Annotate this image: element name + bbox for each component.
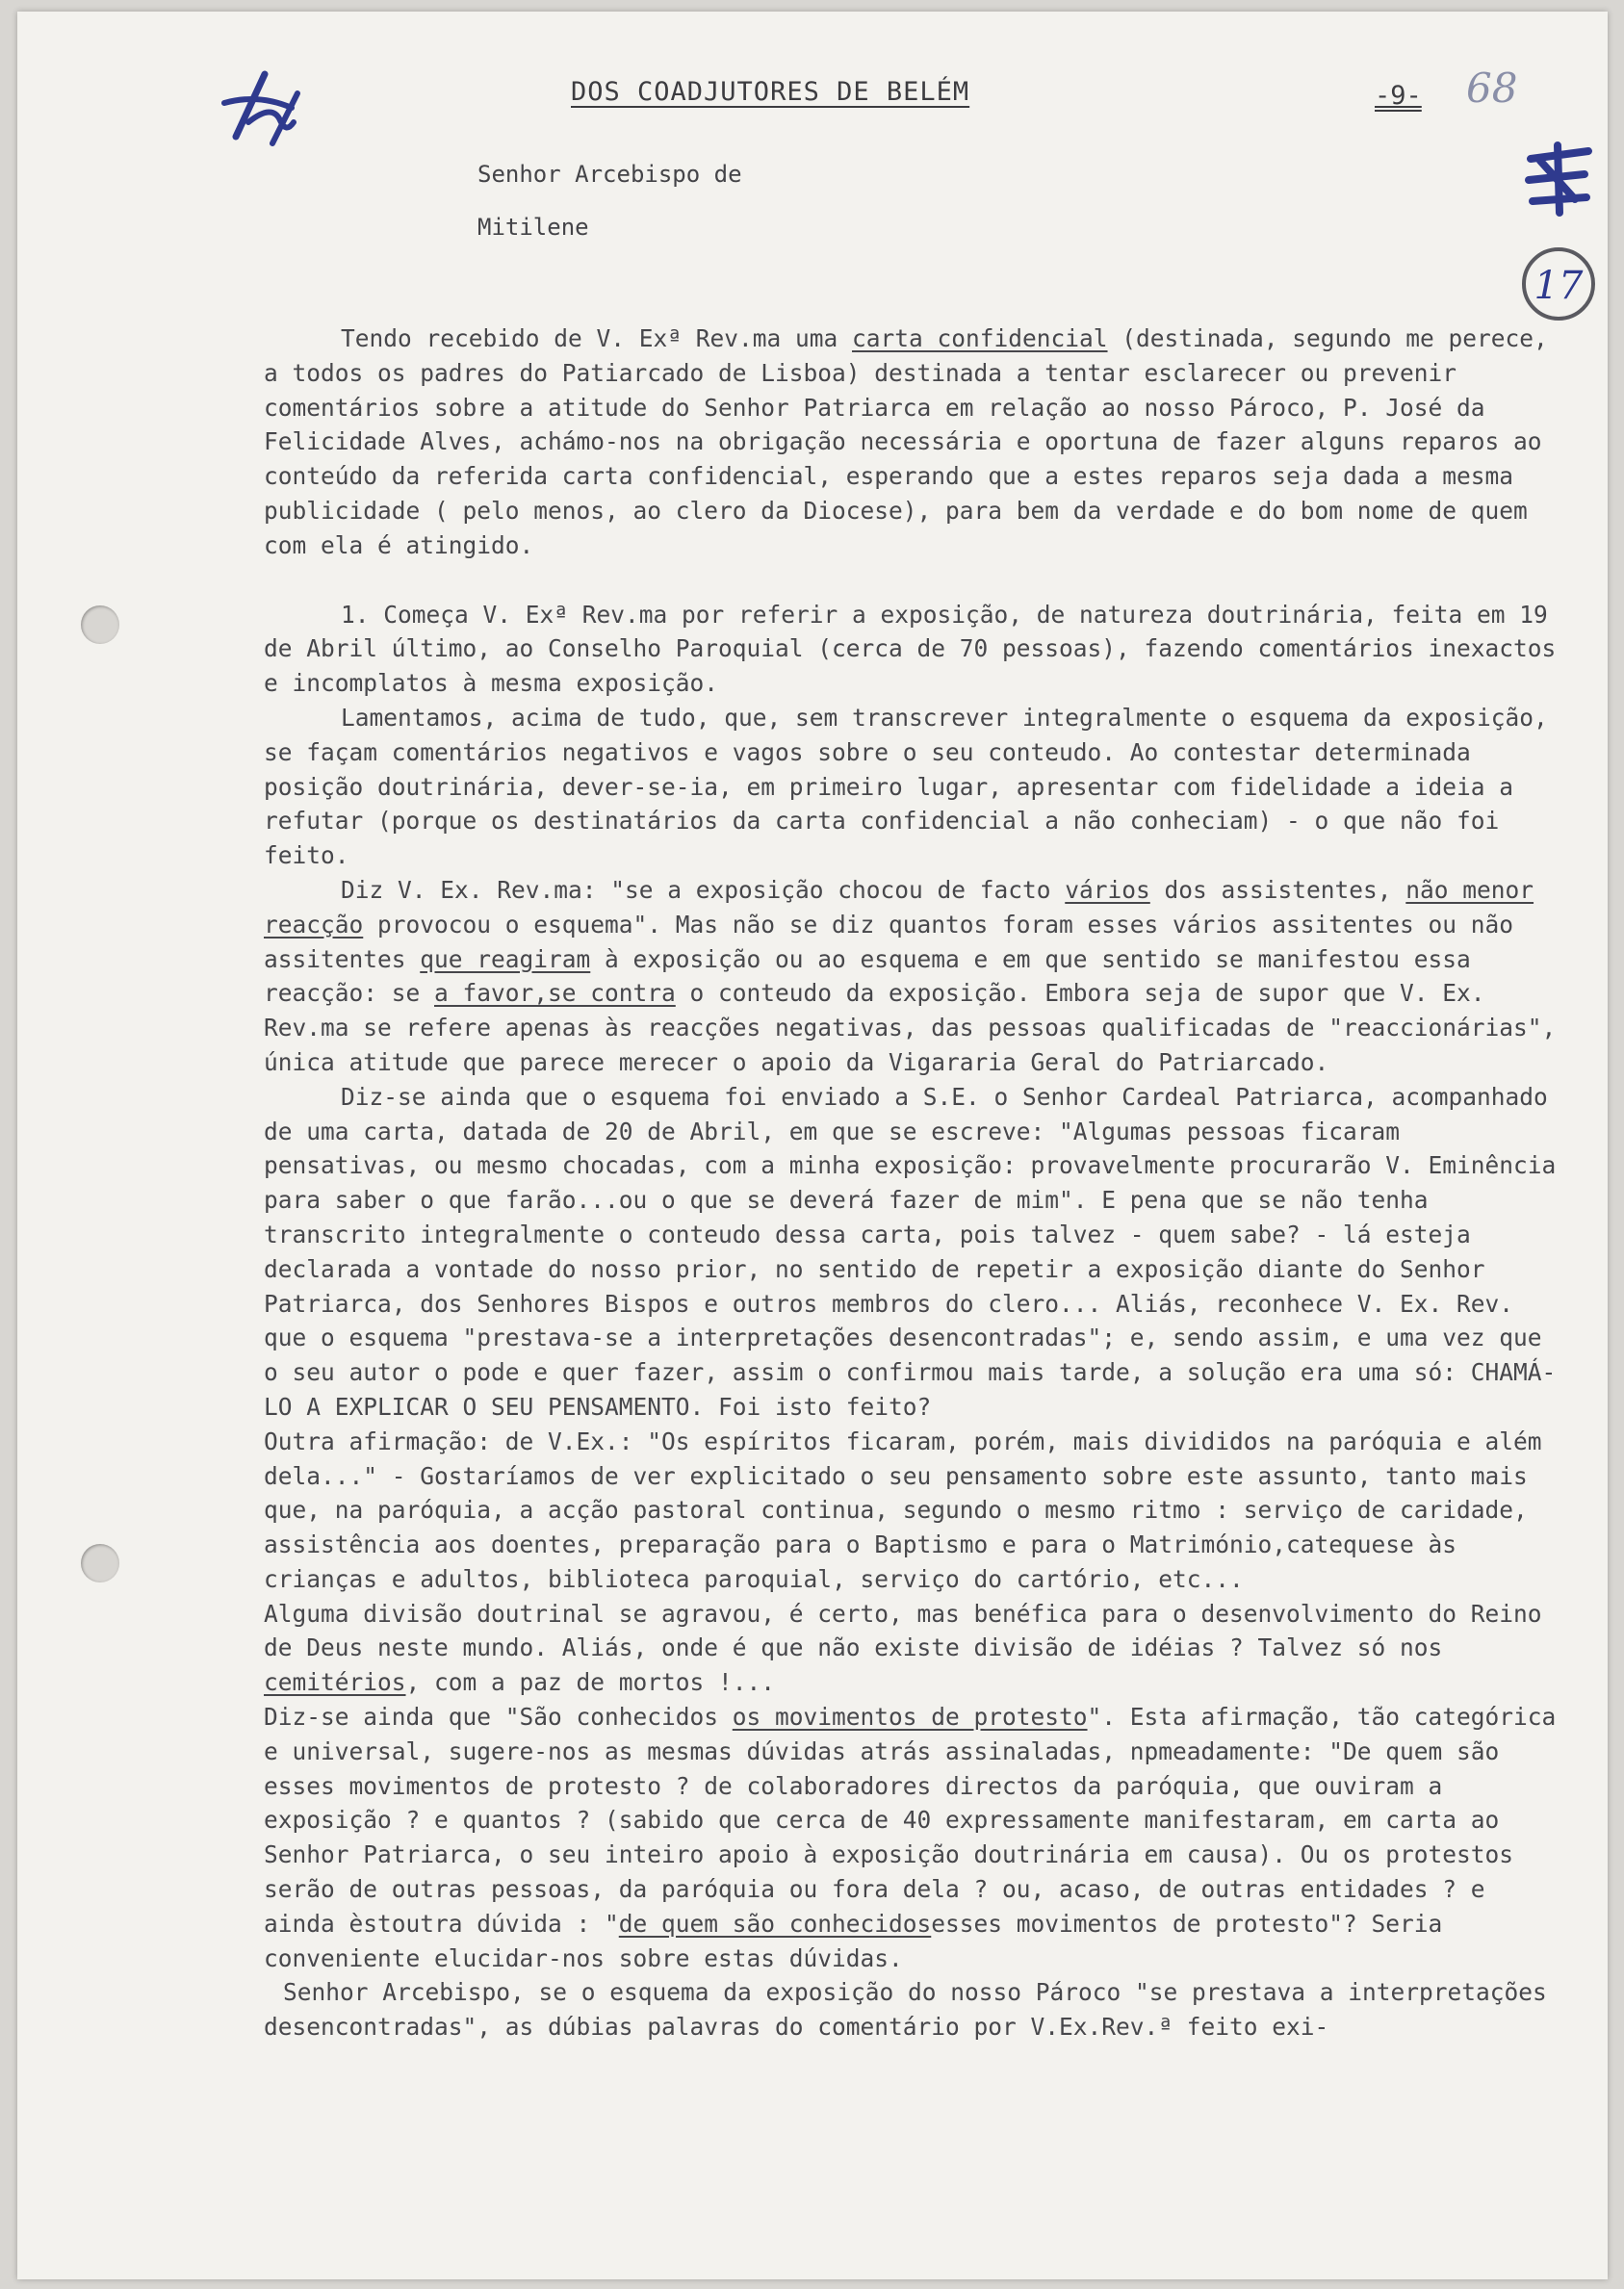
addressee-line-1: Senhor Arcebispo de (477, 161, 742, 188)
paragraph-6: Outra afirmação: de V.Ex.: "Os espíritos ficaram, porém, mais divididos na paróquia e além dela..." - Gostaríamos de ver explicitado o seu pensamento sobre este assunto, tanto mais que, na paróquia, a acção pastoral continua, segundo o mesmo ritmo : serviço de caridade, assistência aos doentes, preparação para o Baptismo e para o Matrimónio,catequese às crianças e adultos, biblioteca paroquial, serviço do cartório, etc... (264, 1427, 1542, 1593)
pencil-folio-number: 68 (1466, 64, 1518, 112)
paragraph-9: Senhor Arcebispo, se o esquema da exposição do nosso Pároco "se prestava a interpretações desencontradas", as dúbias palavras do comentário por V.Ex.Rev.ª feito exi- (264, 1978, 1547, 2042)
underlined-text: carta confidencial (852, 324, 1108, 352)
paragraph-4: Diz V. Ex. Rev.ma: "se a exposição chocou de facto vários dos assistentes, não menor reacção provocou o esquema". Mas não se diz quantos foram esses vários assitentes ou não assitentes que reagiram à exposição ou ao esquema e em que sentido se manifestou essa reacção: se a favor,se contra o conteudo da exposição. Embora seja de supor que V. Ex. Rev.ma se refere apenas às reacções negativas, das pessoas qualificadas de "reaccionárias", única atitude que parece merecer o apoio da Vigararia Geral do Patriarcado. (264, 875, 1557, 1076)
underlined-text: cemitérios (264, 1668, 406, 1697)
paragraph-8: Diz-se ainda que "São conhecidos os movimentos de protesto". Esta afirmação, tão categórica e universal, sugere-nos as mesmas dúvidas atrás assinaladas, npmeadamente: "De quem são esses movimentos de protesto ? de colaboradores directos da paróquia, que ouviram a exposição ? e quantos ? (sabido que cerca de 40 expressamente manifestaram, em carta ao Senhor Patriarca, o seu inteiro apoio à exposição doutrinária em causa). Ou os protestos serão de outras pessoas, da paróquia ou fora dela ? ou, acaso, de outras entidades ? e ainda èstoutra dúvida : "de quem são conhecidosesses movimentos de protesto"? Seria conveniente elucidar-nos sobre estas dúvidas. (264, 1703, 1557, 1972)
circled-number-stamp (1519, 243, 1598, 325)
underlined-text: a favor,se contra (434, 979, 676, 1008)
paragraph-3: Lamentamos, acima de tudo, que, sem transcrever integralmente o esquema da exposição, se façam comentários negativos e vagos sobre o seu conteudo. Ao contestar determinada posição doutrinária, dever-se-ia, em primeiro lugar, apresentar com fidelidade a ideia a refutar (porque os destinatários da carta confidencial a não conheciam) - o que não foi feito. (264, 703, 1548, 870)
paragraph-2: 1. Começa V. Exª Rev.ma por referir a exposição, de natureza doutrinária, feita em 19 de Abril último, ao Conselho Paroquial (cerca de 70 pessoas), fazendo comentários inexactos e incomplatos à mesma exposição. (264, 600, 1557, 698)
underlined-text: não menor reacção (264, 875, 1534, 939)
punch-hole (81, 605, 119, 644)
paragraph-5: Diz-se ainda que o esquema foi enviado a S.E. o Senhor Cardeal Patriarca, acompanhado de uma carta, datada de 20 de Abril, em que se escreve: "Algumas pessoas ficaram pensativas, ou mesmo chocadas, com a minha exposição: provavelmente procurarão V. Eminência para saber o que farão...ou o que se deverá fazer de mim". E pena que se não tenha transcrito integralmente o conteudo dessa carta, pois talvez - quem sabe? - lá esteja declarada a vontade do nosso prior, no sentido de repetir a exposição diante do Senhor Patriarca, dos Senhores Bispos e outros membros do clero... Aliás, reconhece V. Ex. Rev. que o esquema "prestava-se a interpretações desencontradas"; e, sendo assim, e uma vez que o seu autor o pode e quer fazer, assim o confirmou mais tarde, a solução era uma só: CHAMÁ-LO A EXPLICAR O SEU PENSAMENTO. Foi isto feito? (264, 1082, 1557, 1421)
paragraph-7: Alguma divisão doutrinal se agravou, é certo, mas benéfica para o desenvolvimento do Reino de Deus neste mundo. Aliás, onde é que não existe divisão de idéias ? Talvez só nos cemitérios, com a paz de mortos !... (264, 1599, 1542, 1697)
underlined-text: que reagiram (420, 944, 591, 973)
underlined-text: os movimentos de protesto (732, 1703, 1088, 1732)
handwritten-initials-mark (205, 64, 311, 151)
stamp-number: 17 (1534, 264, 1584, 308)
page-number: -9- (1375, 81, 1422, 111)
blue-stamp-mark (1521, 141, 1598, 219)
punch-hole (81, 1544, 119, 1582)
document-title: DOS COADJUTORES DE BELÉM (571, 77, 970, 107)
addressee-line-2: Mitilene (477, 214, 589, 241)
underlined-text: vários (1065, 875, 1150, 904)
underlined-text: de quem são conhecidos (618, 1909, 932, 1938)
paragraph-1: Tendo recebido de V. Exª Rev.ma uma carta confidencial (destinada, segundo me perece, a todos os padres do Patiarcado de Lisboa) destinada a tentar esclarecer ou prevenir comentários sobre a atitude do Senhor Patriarca em relação ao nosso Pároco, P. José da Felicidade Alves, achámo-nos na obrigação necessária e oportuna de fazer alguns reparos ao conteúdo da referida carta confidencial, esperando que a estes reparos seja dada a mesma publicidade ( pelo menos, ao clero da Diocese), para bem da verdade e do bom nome de quem com ela é atingido. (264, 324, 1548, 559)
document-page (17, 12, 1608, 2279)
letter-body (264, 321, 1563, 2045)
